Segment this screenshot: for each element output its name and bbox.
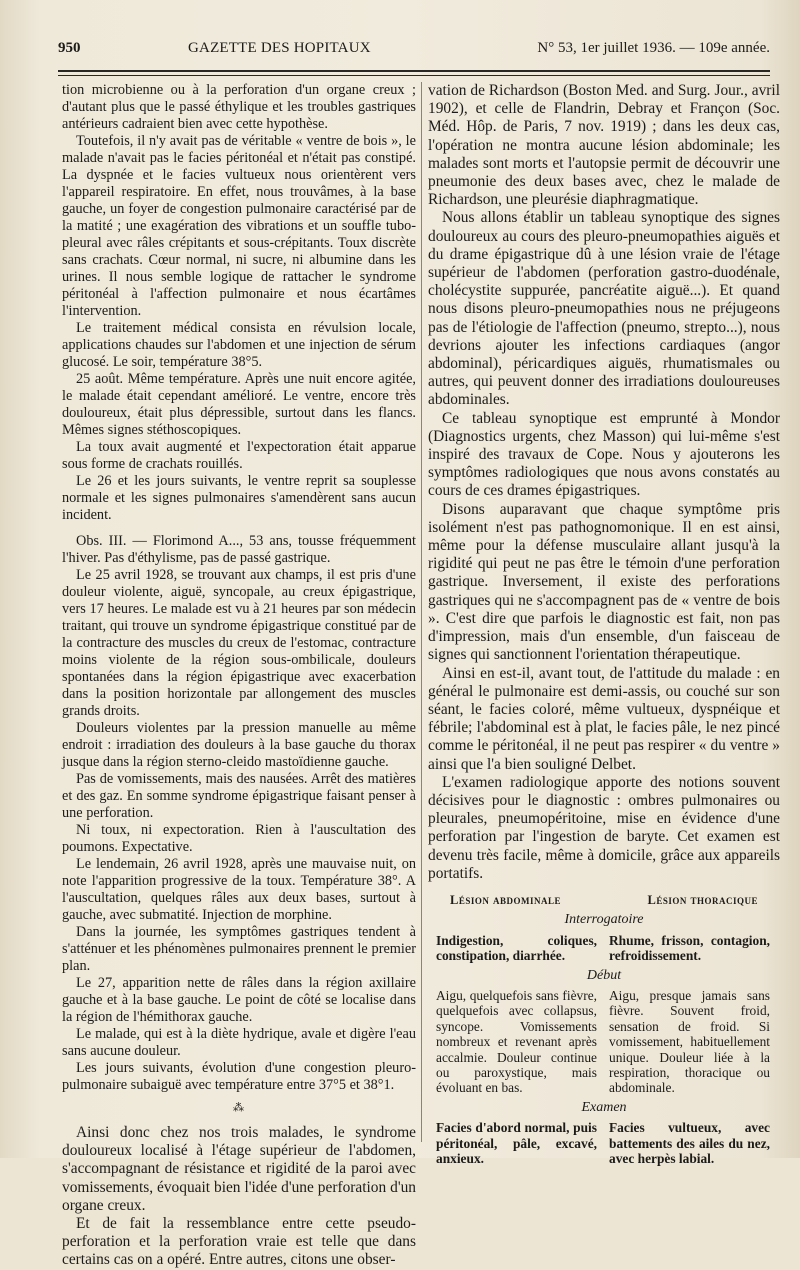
- paragraph: Ainsi donc chez nos trois malades, le syndrome douloureux localisé à l'étage supérieur de l'abdomen, s'accompagnant de résistance et rigidité de la paroi avec vomissements, évoquait bien l'idée d'une perforation d'un organe creux.: [62, 1124, 416, 1214]
- paragraph: Nous allons établir un tableau synoptique des signes douloureux au cours des pleuro-pneumopathies aiguës et du drame épigastrique dû à une lésion vraie de l'étage supérieur de l'abdomen (perforation gastro-duodénale, cholécystite suppurée, pancréatite aiguë...). Et quand nous disons pleuro-pneumopathies nous ne préjugeons pas de l'étiologie de l'affection (pneumo, strepto...), nous devrions ajouter les infections cardiaques (angor abdominal), péricardiques aiguës, rhumatismales ou autres, qui peuvent donner des irradiations douloureuses abdominales.: [428, 209, 780, 409]
- page-number: 950: [58, 40, 81, 56]
- paragraph: 25 août. Même température. Après une nuit encore agitée, le malade était cependant amélioré. Le ventre, encore très douloureux, était plus dépressible, surtout dans les flancs. Mêmes signes stéthoscopiques.: [62, 371, 416, 438]
- synoptic-cell-abdominal: Aigu, quelquefois sans fièvre, quelquefois avec collapsus, syncope. Vomissements nombreux et revenant après accalmie. Douleur continue ou paroxystique, mais évoluant en bas.: [436, 987, 597, 1096]
- synoptic-section-title: Début: [586, 967, 622, 983]
- observation-heading: Obs. III. — Florimond A..., 53 ans, tousse fréquemment l'hiver. Pas d'éthylisme, pas de passé gastrique.: [62, 533, 416, 566]
- paragraph: tion microbienne ou à la perforation d'un organe creux ; d'autant plus que le passé éthylique et les troubles gastriques antérieurs cadraient bien avec cette hypothèse.: [62, 82, 416, 132]
- right-column: [428, 82, 780, 1166]
- header-thoracic-lesion: Lésion thoracique: [647, 892, 758, 907]
- synoptic-table-header: [428, 893, 780, 908]
- paragraph: La toux avait augmenté et l'expectoration était apparue sous forme de crachats rouillés.: [62, 439, 416, 472]
- synoptic-section-title: Interrogatoire: [564, 912, 644, 928]
- synoptic-row: [428, 988, 780, 1096]
- synoptic-row: [428, 1120, 780, 1166]
- section-asterism: ⁂: [233, 1102, 245, 1114]
- paragraph: Le malade, qui est à la diète hydrique, avale et digère l'eau sans aucune douleur.: [62, 1026, 416, 1059]
- paragraph: Disons auparavant que chaque symptôme pris isolément n'est pas pathognomonique. Il en est ainsi, même pour la défense musculaire allant jusqu'à la rigidité qui peut ne pas être le témoin d'une perforation gastrique. Inversement, il existe des perforations gastriques qui ne s'accompagnent pas de « ventre de bois ». C'est dire que parfois le diagnostic est fait, non pas d'impression, mais d'un ensemble, d'un faisceau de signes qui sanctionnent l'orientation thérapeutique.: [428, 500, 780, 664]
- synoptic-cell-abdominal: Facies d'abord normal, puis péritonéal, pâle, excavé, anxieux.: [436, 1120, 597, 1167]
- paragraph: Le 25 avril 1928, se trouvant aux champs, il est pris d'une douleur violente, aiguë, syncopale, au creux épigastrique, vers 17 heures. Le malade est vu à 21 heures par son médecin traitant, qui trouve un syndrome épigastrique constitué par de la contracture des muscles du creux de l'estomac, contracture moins violente de la région sous-ombilicale, douleurs spontanées dans la région épigastrique avec exacerbation dans la position horizontale par allongement des muscles grands droits.: [62, 567, 416, 719]
- paragraph: Les jours suivants, évolution d'une congestion pleuro-pulmonaire subaiguë avec température entre 37°5 et 38°1.: [62, 1060, 416, 1093]
- paragraph: Ainsi en est-il, avant tout, de l'attitude du malade : en général le pulmonaire est demi-assis, ou couché sur son séant, le facies coloré, même vultueux, dyspnéique et fébrile; l'abdominal est à plat, le facies pâle, le nez pincé comme le péritonéal, il ne peut pas respirer « du ventre » ainsi que l'a bien souligné Delbet.: [428, 664, 780, 773]
- synoptic-row: [428, 933, 780, 964]
- paragraph: Pas de vomissements, mais des nausées. Arrêt des matières et des gaz. En somme syndrome épigastrique faisant penser à une perforation.: [62, 771, 416, 821]
- issue-info: N° 53, 1er juillet 1936. — 109e année.: [537, 40, 770, 56]
- paragraph: Le 26 et les jours suivants, le ventre reprit sa souplesse normale et les signes pulmonaires s'amendèrent sans aucun incident.: [62, 473, 416, 523]
- paragraph: Le lendemain, 26 avril 1928, après une mauvaise nuit, on note l'apparition progressive de la toux. Température 38°. A l'auscultation, quelques râles aux deux bases, surtout à gauche, avec submatité. Injection de morphine.: [62, 856, 416, 923]
- paragraph: vation de Richardson (Boston Med. and Surg. Jour., avril 1902), et celle de Flandrin, Debray et Françon (Soc. Méd. Hôp. de Paris, 7 nov. 1919) ; dans les deux cas, l'opération ne montra aucune lésion abdominale; les malades sont morts et l'autopsie permit de découvrir une pneumonie des deux bases avec, chez le malade de Richardson, une pleurésie diaphragmatique.: [428, 82, 780, 209]
- left-column: [62, 82, 416, 1270]
- paragraph: Le 27, apparition nette de râles dans la région axillaire gauche et à la base gauche. Le point de côté se localise dans la région de l'hémithorax gauche.: [62, 975, 416, 1025]
- synoptic-cell-abdominal: Indigestion, coliques, constipation, diarrhée.: [436, 932, 597, 964]
- synoptic-cell-thoracic: Aigu, presque jamais sans fièvre. Souvent froid, sensation de froid. Si vomissement, habituellement unique. Douleur liée à la respiration, thoracique ou abdominale.: [609, 987, 770, 1096]
- paragraph: Ni toux, ni expectoration. Rien à l'auscultation des poumons. Expectative.: [62, 822, 416, 855]
- paragraph: Et de fait la ressemblance entre cette pseudo-perforation et la perforation vraie est telle que dans certains cas on a opéré. Entre autres, citons une obser-: [62, 1215, 416, 1269]
- header-rule-thin: [58, 75, 770, 76]
- synoptic-cell-thoracic: Facies vultueux, avec battements des ailes du nez, avec herpès labial.: [609, 1120, 770, 1167]
- paragraph: Douleurs violentes par la pression manuelle au même endroit : irradiation des douleurs à la base gauche du thorax jusque dans la région sterno-cleido mastoïdienne gauche.: [62, 720, 416, 770]
- paragraph: Le traitement médical consista en révulsion locale, applications chaudes sur l'abdomen et une injection de sérum glucosé. Le soir, température 38°5.: [62, 320, 416, 370]
- journal-title: GAZETTE DES HOPITAUX: [188, 40, 371, 56]
- paragraph: L'examen radiologique apporte des notions souvent décisives pour le diagnostic : ombres pulmonaires ou pleurales, pneumopéritoine, mise en évidence d'une perforation par l'ingestion de baryte. Cet examen est devenu très facile, même à domicile, grâce aux appareils portatifs.: [428, 773, 780, 882]
- paragraph: Toutefois, il n'y avait pas de véritable « ventre de bois », le malade n'avait pas le facies péritonéal et n'était pas constipé. La dyspnée et le facies vultueux nous orientèrent vers l'appareil respiratoire. En effet, nous trouvâmes, à la base gauche, un foyer de congestion pulmonaire caractérisé par de la matité ; une exagération des vibrations et un souffle tubo-pleural avec râles crépitants et sous-crépitants. Toux discrète sans crachats. Cœur normal, ni sucre, ni albumine dans les urines. Il nous semble logique de rattacher le syndrome péritonéal à l'affection pulmonaire et nous écartâmes l'intervention.: [62, 133, 416, 319]
- paragraph: Dans la journée, les symptômes gastriques tendent à s'atténuer et les phénomènes pulmonaires prennent le premier plan.: [62, 924, 416, 974]
- page-header: [58, 40, 770, 64]
- header-abdominal-lesion: Lésion abdominale: [450, 892, 561, 907]
- header-rule-thick: [58, 70, 770, 72]
- synoptic-section-title: Examen: [581, 1099, 627, 1115]
- synoptic-cell-thoracic: Rhume, frisson, contagion, refroidissement.: [609, 932, 770, 964]
- synoptic-table: [428, 893, 780, 1167]
- column-divider: [421, 82, 422, 1142]
- paragraph: Ce tableau synoptique est emprunté à Mondor (Diagnostics urgents, chez Masson) qui lui-même s'est inspiré des travaux de Cope. Nous y ajouterons les symptômes radiologiques que nous avons constatés au cours de ces drames épigastriques.: [428, 409, 780, 500]
